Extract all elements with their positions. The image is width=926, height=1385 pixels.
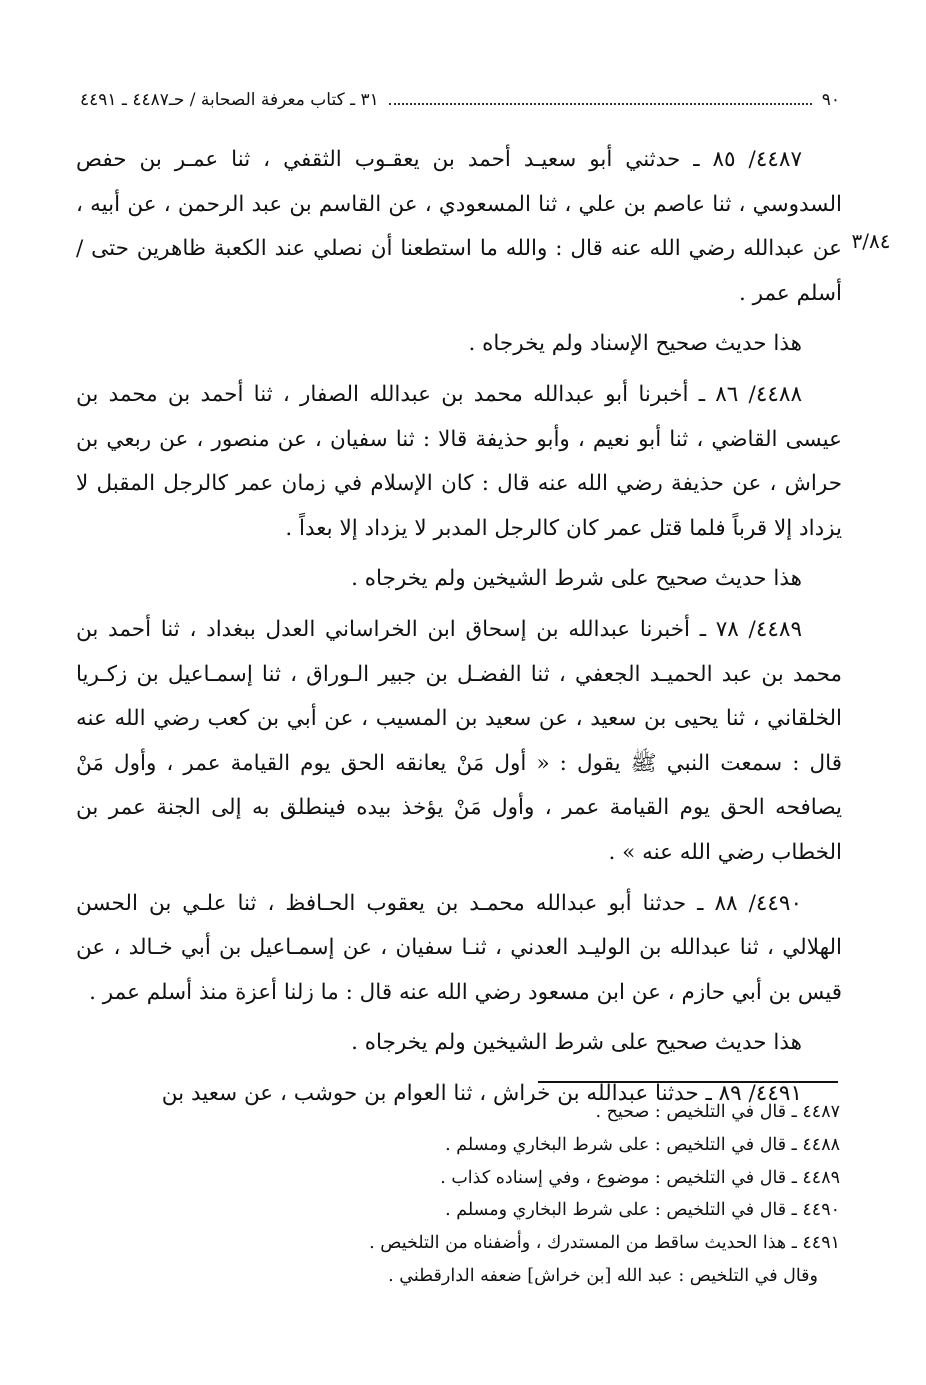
footnote-4489: ٤٤٨٩ ـ قال في التلخيص : موضوع ، وفي إسناده كذاب . [440,1167,840,1188]
footnote-4491: ٤٤٩١ ـ هذا الحديث ساقط من المستدرك ، وأضفناه من التلخيص . [369,1233,840,1254]
grading-note-4490: هذا حديث صحيح على شرط الشيخين ولم يخرجاه . [351,1030,802,1056]
hadith-4488: ٤٤٨٨/ ٨٦ ـ أخبرنا أبو عبدالله محمد بن عبدالله الصفار ، ثنا أحمد بن محمد بن عيسى القاضي ، ثنا أبو نعيم ، وأبو حذيفة قالا : ثنا سفيان ، عن منصور ، عن ربعي بن حراش ، عن حذيفة رضي الله عنه قال : كان الإسلام في زمان عمر كالرجل المقبل لا يزداد إلا قرباً فلما قتل عمر كان كالرجل المدبر لا يزداد إلا بعداً . [76,381,842,541]
footnote-4490: ٤٤٩٠ ـ قال في التلخيص : على شرط البخاري ومسلم . [445,1200,840,1221]
page-header [80,90,840,120]
main-text [76,138,842,1122]
footnote-4487: ٤٤٨٧ ـ قال في التلخيص : صحيح . [595,1102,840,1122]
grading-note-4488: هذا حديث صحيح على شرط الشيخين ولم يخرجاه . [351,566,802,592]
hadith-4489: ٤٤٨٩/ ٧٨ ـ أخبرنا عبدالله بن إسحاق ابن الخراساني العدل ببغداد ، ثنا أحمد بن محمد بن عبد الحميـد الجعفي ، ثنا الفضـل بن جبير الـوراق ، ثنا إسمـاعيل بن زكـريا الخلقاني ، ثنا يحيى بن سعيد ، عن سعيد بن المسيب ، عن أبي بن كعب رضي الله عنه قال : سمعت النبي ﷺ يقول : « أول مَنْ يعانقه الحق يوم القيامة عمر ، وأول مَنْ يصافحه الحق يوم القيامة عمر ، وأول مَنْ يؤخذ بيده فينطلق به إلى الجنة عمر بن الخطاب رضي الله عنه » . [76,616,842,865]
hadith-4491: ٤٤٩١/ ٨٩ ـ حدثنا عبدالله بن خراش ، ثنا العوام بن حوشب ، عن سعيد بن [161,1080,802,1106]
hadith-4490: ٤٤٩٠/ ٨٨ ـ حدثنا أبو عبدالله محمـد بن يعقوب الحـافظ ، ثنا علـي بن الحسن الهلالي ، ثنا عبدالله بن الوليـد العدني ، ثنـا سفيان ، عن إسمـاعيل بن أبي خـالد ، عن قيس بن أبي حازم ، عن ابن مسعود رضي الله عنه قال : ما زلنا أعزة منذ أسلم عمر . [76,890,842,1005]
footnote-4491-continuation: وقال في التلخيص : عبد الله [بن خراش] ضعفه الدارقطني . [388,1265,818,1286]
hadith-4487: ٤٤٨٧/ ٨٥ ـ حدثني أبو سعيـد أحمد بن يعقـوب الثقفي ، ثنا عمـر بن حفص السدوسي ، ثنا عاصم بن علي ، ثنا المسعودي ، عن القاسم بن عبد الرحمن ، عن أبيه ، عن عبدالله رضي الله عنه قال : والله ما استطعنا أن نصلي عند الكعبة ظاهرين حتى / أسلم عمر . [76,147,842,306]
page-number: ٩٠ [821,90,840,110]
footnote-separator [538,1081,838,1083]
header-leader-dots [389,103,812,105]
marginal-reference: ٣/٨٤ [851,229,891,253]
grading-note-4487: هذا حديث صحيح الإسناد ولم يخرجاه . [468,331,802,357]
footnotes [200,1096,840,1293]
running-title: ٣١ ـ كتاب معرفة الصحابة / حـ٤٤٨٧ ـ ٤٤٩١ [80,90,379,110]
footnote-4488: ٤٤٨٨ ـ قال في التلخيص : على شرط البخاري ومسلم . [445,1134,840,1155]
